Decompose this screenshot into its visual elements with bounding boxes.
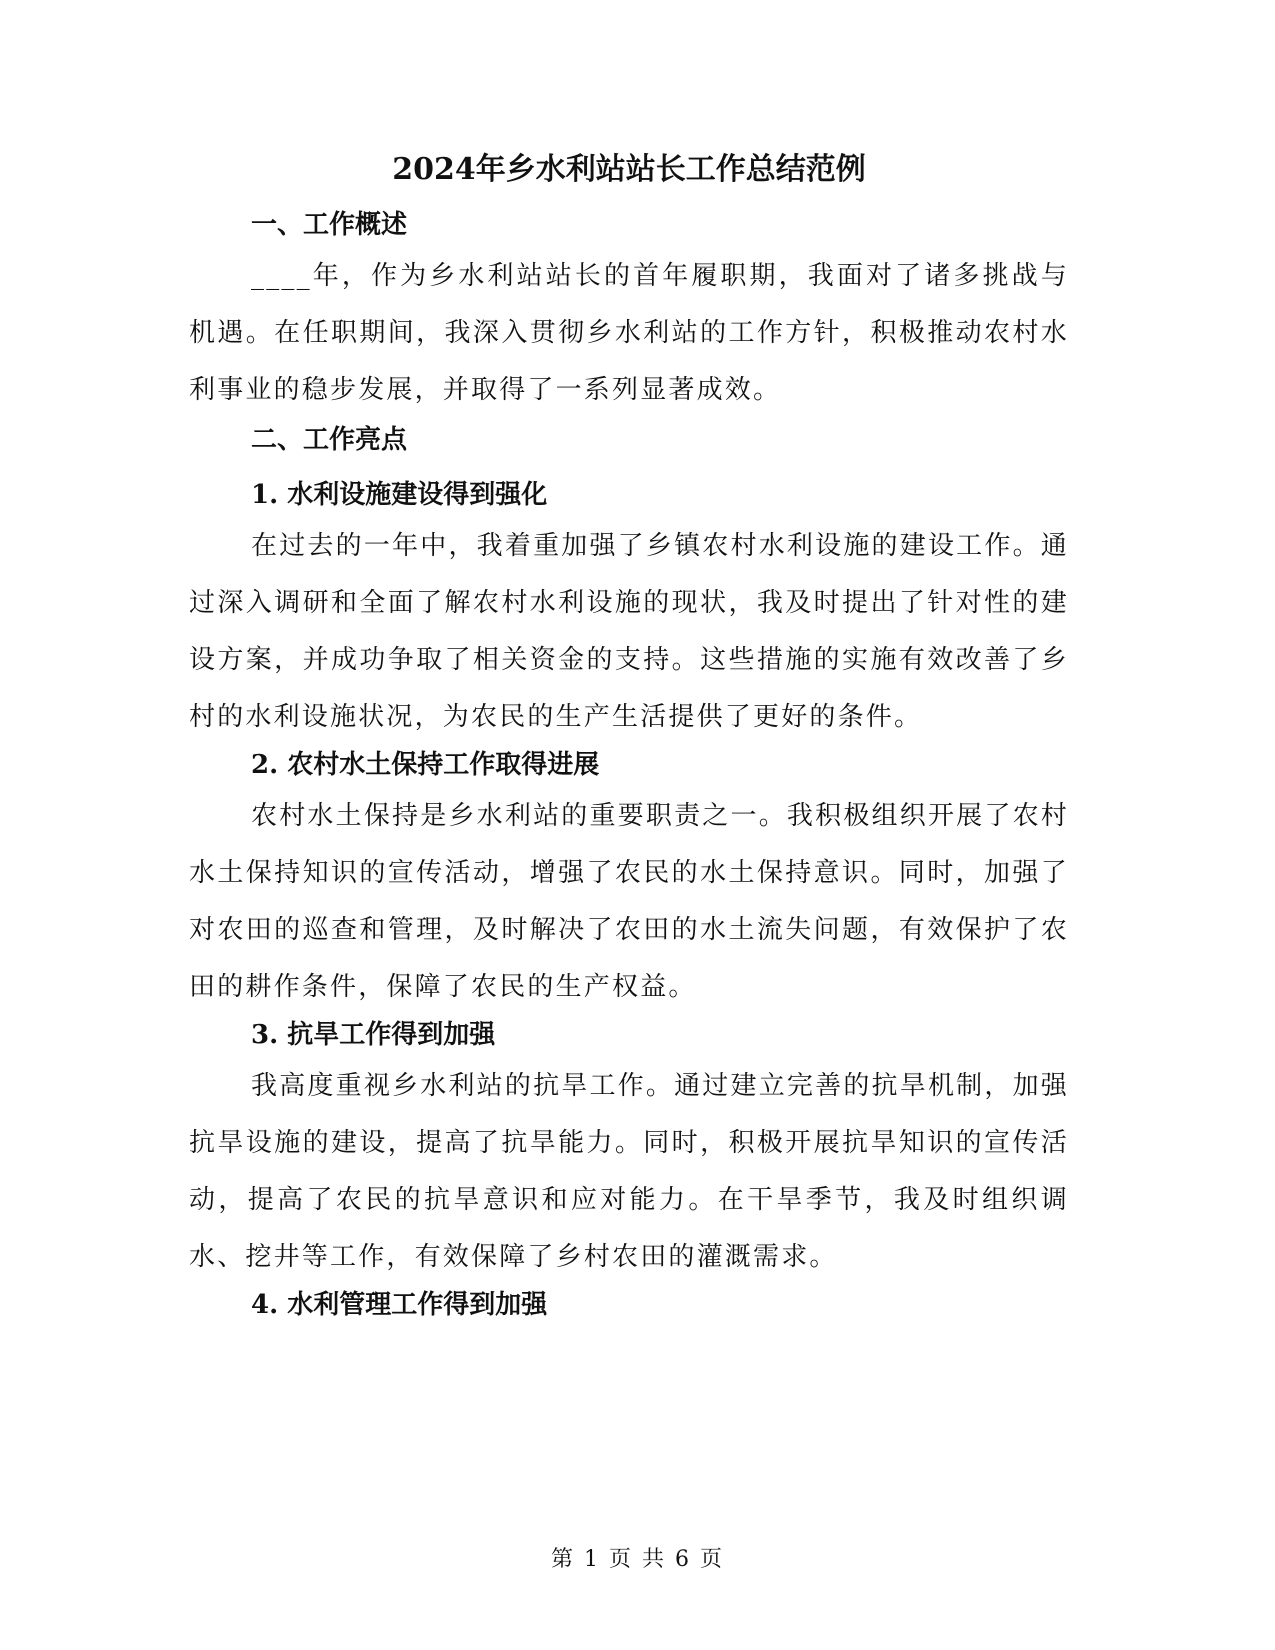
subsection-heading-4: 4. 水利管理工作得到加强 xyxy=(251,1290,548,1320)
paragraph-facilities: 在过去的一年中，我着重加强了乡镇农村水利设施的建设工作。通过深入调研和全面了解农村水利设施的现状，我及时提出了针对性的建设方案，并成功争取了相关资金的支持。这些措施的实施有效改善了乡村的水利设施状况，为农民的生产生活提供了更好的条件。 xyxy=(189,531,1069,732)
paragraph-soil-conservation: 农村水土保持是乡水利站的重要职责之一。我积极组织开展了农村水土保持知识的宣传活动，增强了农民的水土保持意识。同时，加强了对农田的巡查和管理，及时解决了农田的水土流失问题，有效保护了农田的耕作条件，保障了农民的生产权益。 xyxy=(189,801,1069,1002)
section-heading-highlights: 二、工作亮点 xyxy=(251,425,408,455)
subsection-heading-2: 2. 农村水土保持工作取得进展 xyxy=(251,750,600,780)
section-heading-overview: 一、工作概述 xyxy=(251,210,408,240)
subsection-heading-1: 1. 水利设施建设得到强化 xyxy=(251,480,548,510)
page-footer: 第 1 页 共 6 页 xyxy=(551,1547,724,1572)
paragraph-overview: ____年，作为乡水利站站长的首年履职期，我面对了诸多挑战与机遇。在任职期间，我深入贯彻乡水利站的工作方针，积极推动农村水利事业的稳步发展，并取得了一系列显著成效。 xyxy=(189,261,1069,405)
document-title: 2024年乡水利站站长工作总结范例 xyxy=(392,152,866,187)
paragraph-drought-relief: 我高度重视乡水利站的抗旱工作。通过建立完善的抗旱机制，加强抗旱设施的建设，提高了抗旱能力。同时，积极开展抗旱知识的宣传活动，提高了农民的抗旱意识和应对能力。在干旱季节，我及时组织调水、挖井等工作，有效保障了乡村农田的灌溉需求。 xyxy=(189,1071,1069,1272)
subsection-heading-3: 3. 抗旱工作得到加强 xyxy=(251,1020,496,1050)
